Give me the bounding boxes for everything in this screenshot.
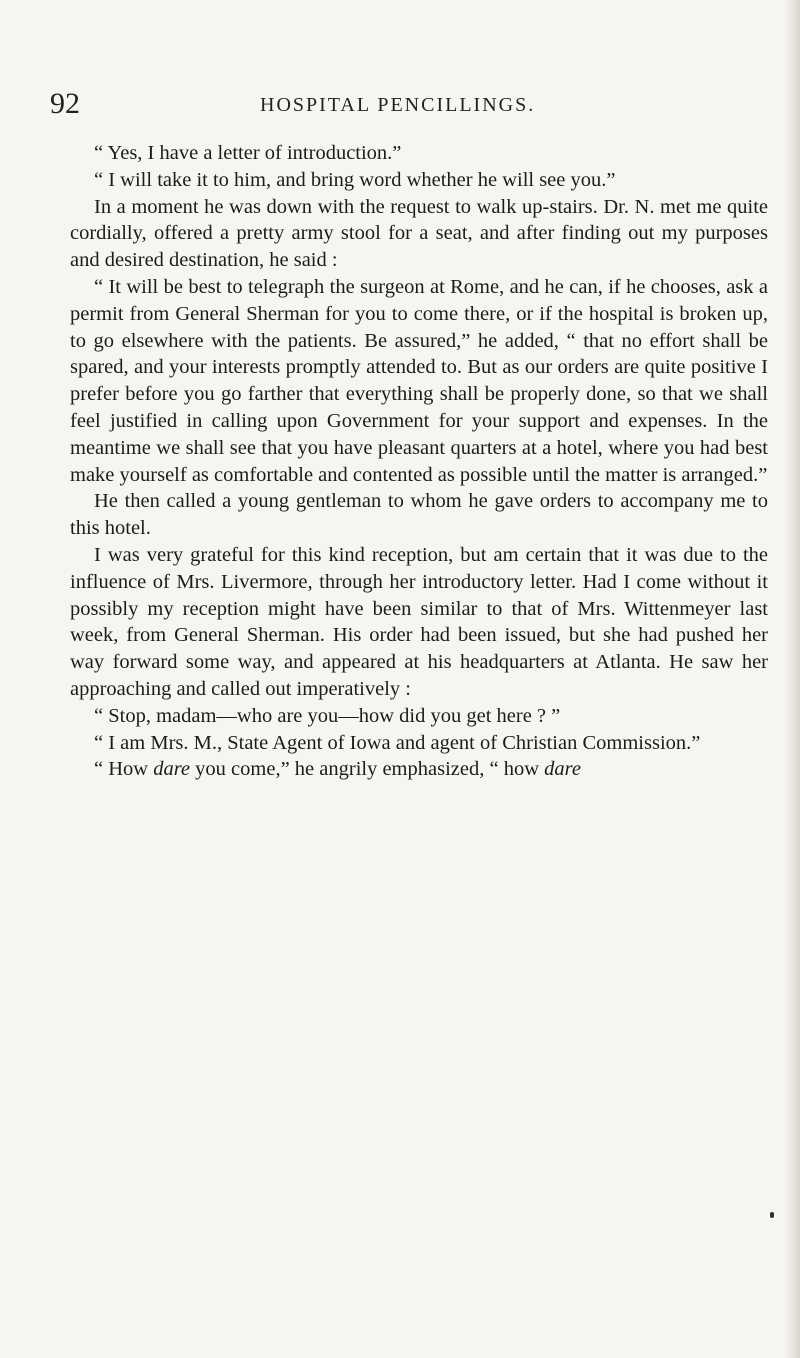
last-paragraph-part2: you come,” he angrily emphasized, “ how	[190, 758, 545, 781]
stray-ink-mark	[770, 1212, 774, 1218]
paragraph: “ I am Mrs. M., State Agent of Iowa and agent of Christian Commission.”	[94, 731, 701, 754]
paragraph: “ It will be best to telegraph the surgeon at Rome, and he can, if he chooses, ask a permit from General Sherman for you to come there, or if the hospital is broken up, to go elsewhere with the patients. Be assured,” he added, “ that no effort shall be spared, and your interests promptly attended to. But as our orders are quite positive I prefer before you go farther that everything shall be properly done, so that we shall feel justified in calling upon Government for your support and expenses. In the meantime we shall see that you have pleasant quarters at a hotel, where you had best make yourself as comfortable and contented as possible until the matter is arranged.”	[70, 275, 768, 486]
last-paragraph	[70, 756, 768, 783]
paragraph: I was very grateful for this kind reception, but am certain that it was due to the influence of Mrs. Livermore, through her introductory letter. Had I come without it possibly my reception might have been similar to that of Mrs. Wittenmeyer last week, from General Sherman. His order had been issued, but she had pushed her way forward some way, and appeared at his headquarters at Atlanta. He saw her approaching and called out imperatively :	[70, 543, 768, 700]
italic-dare-1: dare	[153, 758, 191, 781]
last-paragraph-part1: “ How	[94, 758, 154, 781]
running-title: HOSPITAL PENCILLINGS.	[260, 94, 536, 116]
paragraph: In a moment he was down with the request to walk up-stairs. Dr. N. met me quite cordially, offered a pretty army stool for a seat, and after finding out my purposes and desired destination, he said :	[70, 195, 768, 272]
paragraph: “ Stop, madam—who are you—how did you get here ? ”	[94, 704, 561, 727]
page-edge-shadow	[786, 0, 800, 1358]
paragraph: He then called a young gentleman to whom he gave orders to accompany me to this hotel.	[70, 490, 768, 540]
paragraph: “ I will take it to him, and bring word whether he will see you.”	[94, 168, 616, 191]
page-number: 92	[50, 87, 80, 120]
page-header	[50, 84, 742, 124]
italic-dare-2: dare	[544, 758, 581, 781]
body-text	[70, 140, 768, 783]
paragraph: “ Yes, I have a letter of introduction.”	[94, 142, 402, 164]
